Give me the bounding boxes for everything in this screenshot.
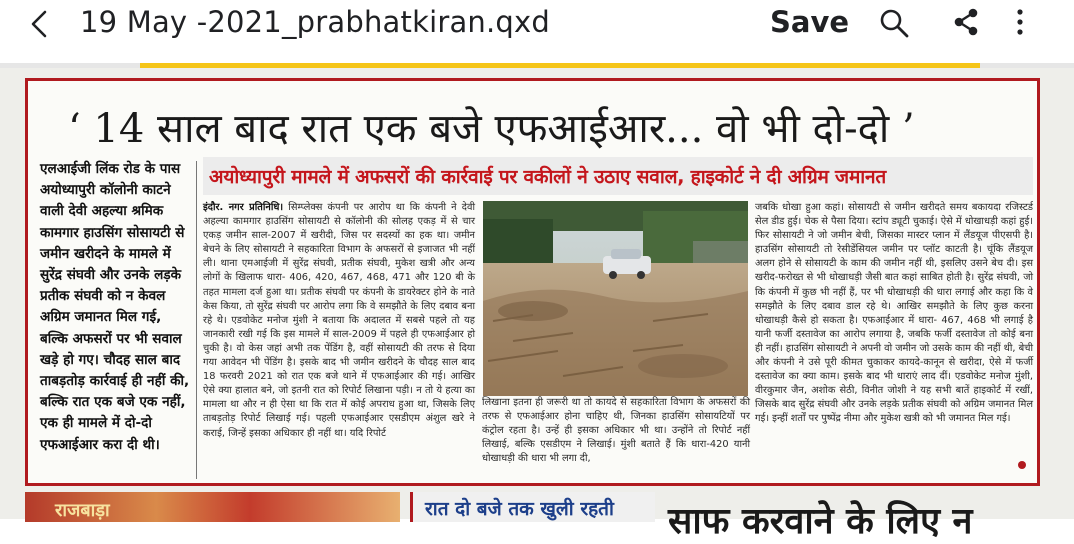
- more-vert-icon[interactable]: [1015, 8, 1025, 36]
- story-frame: [25, 78, 1040, 486]
- article-column-1: [203, 201, 475, 481]
- bottom-image-text: राजबाड़ा: [55, 500, 110, 521]
- column-divider: [196, 161, 197, 479]
- subheadline: अयोध्यापुरी मामले में अफसरों की कार्रवाई पर वकीलों ने उठाए सवाल, हाइकोर्ट ने दी अग्रिम जमानत: [209, 166, 886, 188]
- back-arrow-icon[interactable]: [28, 9, 50, 39]
- document-title: 19 May -2021_prabhatkiran.qxd: [80, 5, 551, 39]
- story-end-marker: [1018, 461, 1026, 469]
- article-column-3: जबकि धोखा हुआ कहां। सोसायटी से जमीन खरीदते समय बकायदा रजिस्टर्ड सेल डीड हुई। चेक से पैसा दिया। स्टांप ड्यूटी चुकाई। ऐसे में धोखाधड़ी कहां हुई। फिर सोसायटी ने जो जमीन बेची, जिसका मास्टर प्लान में लैंडयूज पीएसपी है। हाउसिंग सोसायटी तो रेसीडेंसियल जमीन पर प्लॉट काटती है। चूंकि लैंडयूज अलग होने से सोसायटी के काम की जमीन नहीं थी, इसलिए उसने बेच दी। इस खरीद-फरोख्त से भी धोखाधड़ी जैसी बात कहां साबित होती है। सुरेंद्र संघवी, जो कि कंपनी में कुछ भी नहीं हैं, पर भी धोखाधड़ी की धारा लगाई और कहा कि वे समझौते के लिए दबाव डाल रहे थे। आखिर समझौते के लिए कुछ करना धोखाधड़ी कैसे हो सकता है। एफआईआर में धारा- 467, 468 भी लगाई है यानी फर्जी दस्तावेज का आरोप लगाया है, जबकि फर्जी दस्तावेज तो कोई बना ही नहीं। हाउसिंग सोसायटी ने अपनी वो जमीन जो उसके काम की नहीं थी, बेची और कंपनी ने उसे पूरी कीमत चुकाकर कायदे-कानून से खरीदा, ऐसे में फर्जी दस्तावेज का क्या काम। इसके बाद भी धाराएं लाद दीं। एडवोकेट मनोज मुंशी, वीरकुमार जैन, अशोक सेठी, विनीत जोशी ने यह सभी बातें हाइकोर्ट में रखीं, जिसके बाद सुरेंद्र संघवी और उनके लड़के प्रतीक संघवी को अग्रिम जमानत मिल गई। इन्हीं शर्तों पर पुष्पेंद्र नीमा और मुकेश खत्री को भी जमानत मिल गई।: [755, 202, 1033, 425]
- article-column-2: लिखाना इतना ही जरूरी था तो कायदे से सहकारिता विभाग के अफसरों की तरफ से एफआईआर होना चाहिए थी, जिनका हाउसिंग सोसायटियों पर कंट्रोल रहता है। उन्हें ही इसका अधिकार भी था। उन्होंने तो रिपोर्ट नहीं लिखाई, बल्कि एसडीएम ने लिखाई। मुंशी बताते हैं कि धारा-420 यानी धोखाधड़ी की धारा भी लगा दी,: [482, 397, 750, 465]
- app-bar: [0, 0, 1074, 50]
- teaser-headline: रात दो बजे तक खुली रहती: [425, 498, 614, 520]
- save-button[interactable]: Save: [770, 5, 850, 39]
- dateline: इंदौर. नगर प्रतिनिधि।: [203, 202, 284, 213]
- site-photo: [483, 201, 748, 396]
- share-icon[interactable]: [953, 8, 979, 36]
- next-story-headline: साफ करवाने के लिए न: [668, 500, 973, 542]
- subheadline-bar: [203, 157, 1033, 195]
- search-icon[interactable]: [879, 8, 909, 38]
- column-1-text: सिम्प्लेक्स कंपनी पर आरोप था कि कंपनी ने देवी अहल्या कामगार हाउसिंग सोसायटी से कॉलोनी की सोलह एकड़ में से चार एकड़ जमीन साल-2007 में खरीदी, जिस पर सदस्यों का हक था। जमीन बेचने के लिए सोसायटी ने सहकारिता विभाग के अफसरों से इजाजत भी नहीं ली। थाना एमआईजी में सुरेंद्र संघवी, प्रतीक संघवी, मुकेश खत्री और अन्य लोगों के खिलाफ धारा- 406, 420, 467, 468, 471 और 120 बी के तहत मामला दर्ज हुआ था। प्रतीक संघवी पर कंपनी के डायरेक्टर होने के नाते केस किया, तो सुरेंद्र संघवी पर आरोप लगा कि वे समझौते के लिए दबाव बना रहे थे। एडवोकेट मनोज मुंशी ने बताया कि अदालत में सबसे पहले तो यह जानकारी रखी गई कि इस मामले में साल-2009 में पहले ही एफआईआर हो चुकी है। वो केस जहां अभी तक पेंडिंग है, वहीं सोसायटी की तरफ से दिया गया आवेदन भी पेंडिंग है। इसके बाद भी जमीन खरीदने के चौदह साल बाद 18 फरवरी 2021 को रात एक बजे थाने में एफआईआर की गई। आखिर ऐसे क्या हालात बने, जो इतनी रात को रिपोर्ट लिखाना पड़ी। न तो ये हत्या का मामला था और न ही ऐसा था कि रात में कोई अपराध हुआ था, जिसके लिए ताबड़तोड़ रिपोर्ट लिखाई गई। पहली एफआईआर एसडीएम अंशुल खरे ने कराई, जिन्हें इसका अधिकार ही नहीं था। यदि रिपोर्ट: [203, 202, 475, 439]
- bottom-image: [25, 492, 400, 522]
- newspaper-page: [0, 68, 1074, 542]
- story-summary: एलआईजी लिंक रोड के पास अयोध्यापुरी कॉलोनी काटने वाली देवी अहल्या श्रमिक कामगार हाउसिंग सोसायटी से जमीन खरीदने के मामले में सुरेंद्र संघवी और उनके लड़के प्रतीक संघवी को न केवल अग्रिम जमानत मिल गई, बल्कि अफसरों पर भी सवाल खड़े हो गए। चौदह साल बाद ताबड़तोड़ कार्रवाई ही नहीं की, बल्कि रात एक बजे एक नहीं, एक ही मामले में दो-दो एफआईआर करा दी थी।: [40, 161, 190, 453]
- teaser-box: [410, 492, 655, 522]
- story-headline: ‘ 14 साल बाद रात एक बजे एफआईआर... वो भी दो-दो ’: [68, 106, 915, 152]
